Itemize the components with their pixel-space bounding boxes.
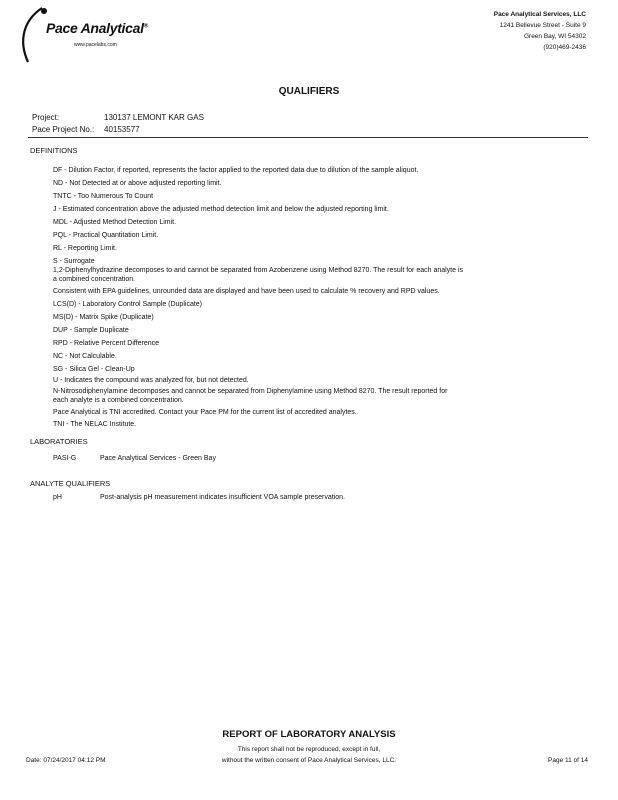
definition-item: TNI - The NELAC Institute. — [53, 421, 137, 428]
definition-item: Pace Analytical is TNI accredited. Contact your Pace PM for the current list of accredited analytes. — [53, 409, 357, 416]
notice-line-2: without the written consent of Pace Analytical Services, LLC. — [221, 757, 397, 764]
logo-website: www.pacelabs.com — [74, 42, 117, 48]
definition-item: RL - Reporting Limit. — [53, 245, 117, 252]
definition-item: TNTC - Too Numerous To Count — [53, 193, 154, 200]
pace-project-value: 40153577 — [104, 125, 140, 134]
header-divider — [28, 137, 588, 138]
company-city: Green Bay, WI 54302 — [523, 33, 586, 40]
page-number: Page 11 of 14 — [548, 757, 588, 764]
qualifier-code: pH — [53, 494, 62, 501]
definition-item: PQL - Practical Quantitation Limit. — [53, 232, 159, 239]
definition-item: NC - Not Calculable. — [53, 353, 117, 360]
definition-item: MS(D) - Matrix Spike (Duplicate) — [53, 314, 154, 321]
pace-project-label: Pace Project No.: — [32, 125, 95, 134]
report-title: REPORT OF LABORATORY ANALYSIS — [222, 729, 396, 740]
logo: Pace Analytical® — [46, 20, 148, 36]
definition-item: 1,2-Diphenylhydrazine decomposes to and cannot be separated from Azobenzene using Method 8270. The result for each analyte is — [53, 267, 464, 274]
analyte-qualifiers-heading: ANALYTE QUALIFIERS — [30, 479, 111, 488]
definition-item: ND - Not Detected at or above adjusted reporting limit. — [53, 180, 222, 187]
definition-item: N-Nitrosodiphenylamine decomposes and cannot be separated from Diphenylamine using Method 8270. The result reported for — [53, 388, 448, 395]
definition-item: RPD - Relative Percent Difference — [53, 340, 160, 347]
project-label: Project: — [32, 113, 60, 122]
definition-item: DF - Dilution Factor, if reported, represents the factor applied to the reported data due to dilution of the sample aliquot. — [53, 167, 419, 174]
definition-item: DUP - Sample Duplicate — [53, 327, 129, 334]
definition-item: Consistent with EPA guidelines, unrounded data are displayed and have been used to calculate % recovery and RPD values. — [53, 288, 440, 295]
definition-item: LCS(D) - Laboratory Control Sample (Duplicate) — [53, 301, 202, 308]
definitions-heading: DEFINITIONS — [30, 146, 78, 155]
company-address-block — [494, 9, 586, 53]
definition-item: U - Indicates the compound was analyzed for, but not detected. — [53, 377, 249, 384]
definition-item: SG - Silica Gel - Clean-Up — [53, 366, 135, 373]
definition-item: MDL - Adjusted Method Detection Limit. — [53, 219, 177, 226]
company-phone: (920)469-2436 — [543, 44, 586, 51]
definition-item: J - Estimated concentration above the adjusted method detection limit and below the adjusted reporting limit. — [53, 206, 389, 213]
definition-item: S - Surrogate — [53, 258, 95, 265]
logo-swoosh-icon — [14, 6, 54, 66]
lab-name: Pace Analytical Services - Green Bay — [100, 455, 216, 462]
lab-code: PASI-G — [53, 455, 77, 462]
definition-item: each analyte is a combined concentration. — [53, 397, 184, 404]
definition-item: a combined concentration. — [53, 276, 136, 283]
page-title: QUALIFIERS — [278, 86, 340, 97]
qualifier-text: Post-analysis pH measurement indicates insufficient VOA sample preservation. — [100, 494, 345, 501]
laboratories-heading: LABORATORIES — [30, 437, 88, 446]
project-value: 130137 LEMONT KAR GAS — [104, 113, 204, 122]
company-name: Pace Analytical Services, LLC — [493, 11, 586, 18]
report-date: Date: 07/24/2017 04:12 PM — [26, 757, 106, 764]
company-street: 1241 Bellevue Street - Suite 9 — [499, 22, 586, 29]
notice-line-1: This report shall not be reproduced, except in full, — [237, 746, 381, 753]
